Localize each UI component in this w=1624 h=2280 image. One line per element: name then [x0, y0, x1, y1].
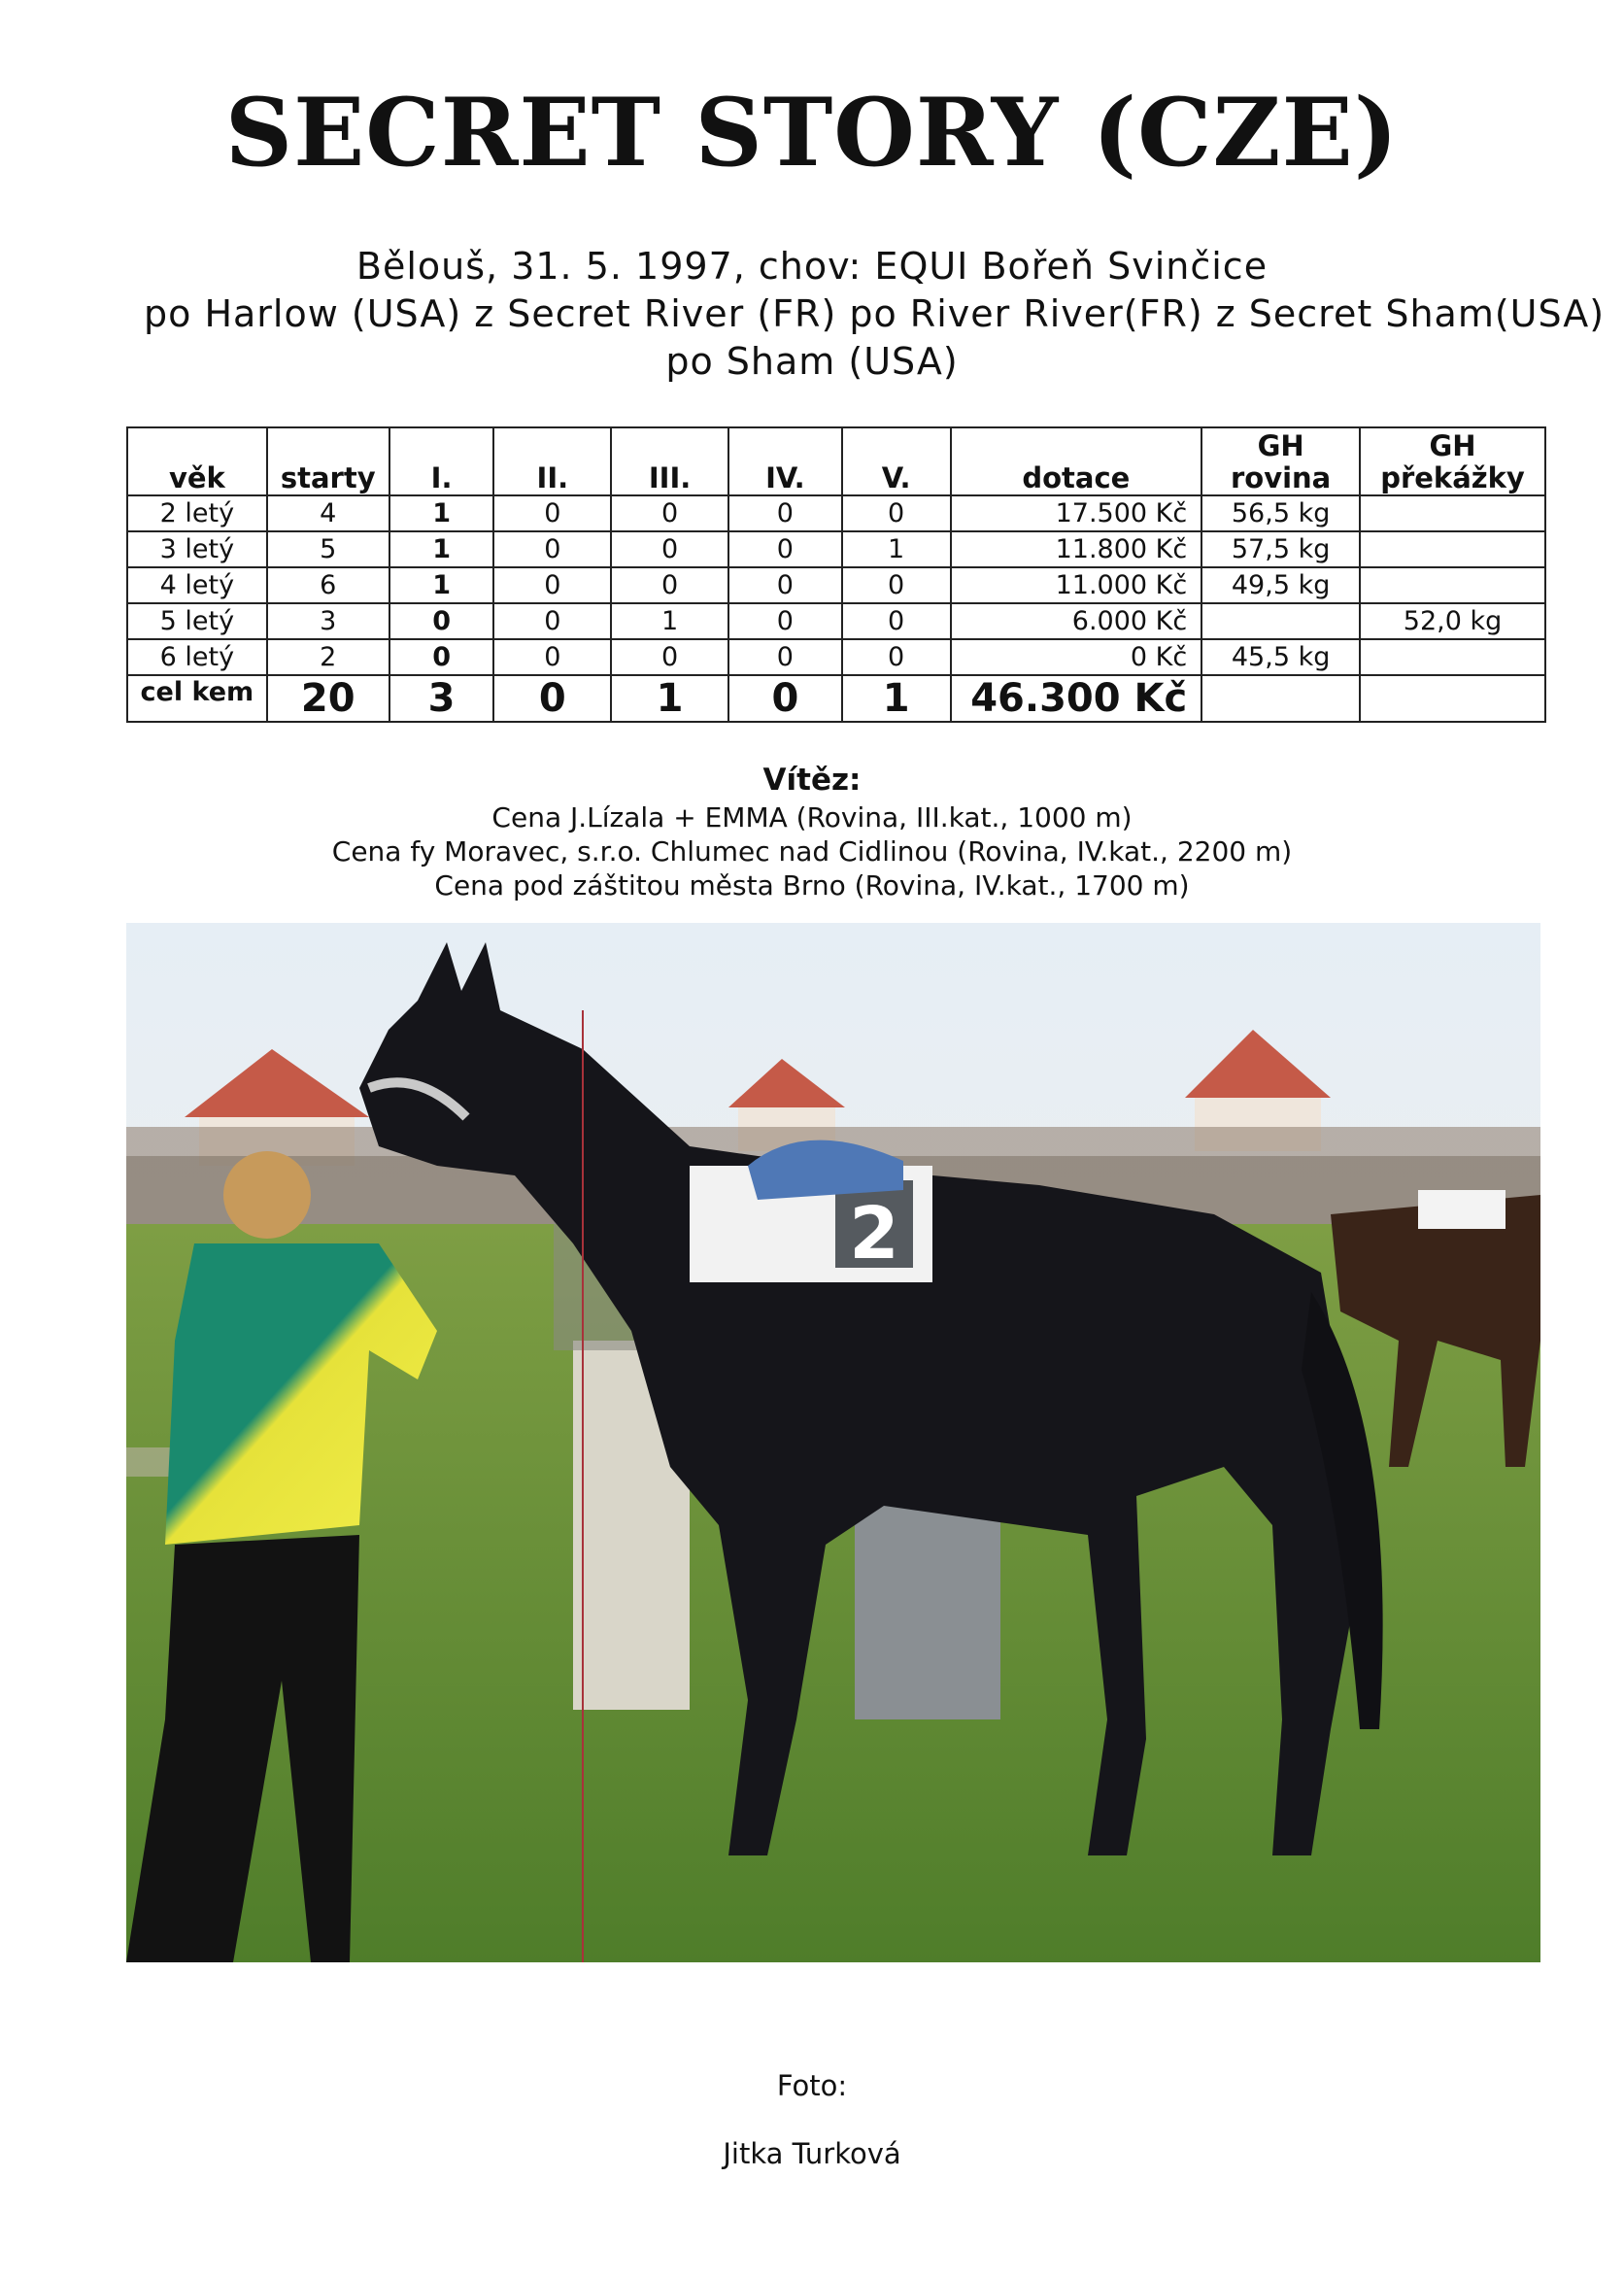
race-record-table — [126, 426, 1546, 723]
cell-prize: 11.800 Kč — [951, 531, 1202, 567]
cell-second: 0 — [493, 531, 611, 567]
col-header-starts: starty — [267, 427, 389, 495]
cell-gh-jump — [1360, 567, 1545, 603]
cell-total-starts: 20 — [267, 675, 389, 722]
cell-third: 0 — [611, 567, 728, 603]
cell-gh-flat — [1201, 603, 1360, 639]
cell-starts: 6 — [267, 567, 389, 603]
cell-gh-jump: 52,0 kg — [1360, 603, 1545, 639]
cell-gh-flat: 56,5 kg — [1201, 495, 1360, 531]
cell-fourth: 0 — [728, 603, 842, 639]
cell-total-label: cel kem — [127, 675, 267, 722]
winner-race: Cena pod záštitou města Brno (Rovina, IV.kat., 1700 m) — [434, 869, 1190, 902]
table-row — [127, 495, 1545, 531]
pedigree-line-2: po Sham (USA) — [665, 340, 959, 383]
cell-fourth: 0 — [728, 495, 842, 531]
page-title: SECRET STORY (CZE) — [224, 78, 1400, 187]
cell-third: 0 — [611, 495, 728, 531]
cell-gh-jump — [1360, 639, 1545, 675]
saddle-number: 2 — [849, 1192, 899, 1276]
cell-prize: 0 Kč — [951, 639, 1202, 675]
cell-fifth: 0 — [842, 639, 951, 675]
col-header-fourth: IV. — [728, 427, 842, 495]
cell-first: 1 — [389, 495, 494, 531]
cell-fourth: 0 — [728, 531, 842, 567]
cell-second: 0 — [493, 495, 611, 531]
col-header-third: III. — [611, 427, 728, 495]
table-row — [127, 639, 1545, 675]
cell-total-third: 1 — [611, 675, 728, 722]
cell-second: 0 — [493, 639, 611, 675]
col-header-age: věk — [127, 427, 267, 495]
cell-gh-flat: 45,5 kg — [1201, 639, 1360, 675]
cell-second: 0 — [493, 567, 611, 603]
cell-second: 0 — [493, 603, 611, 639]
table-header-row — [127, 427, 1545, 495]
cell-first: 0 — [389, 603, 494, 639]
cell-third: 0 — [611, 639, 728, 675]
cell-prize: 17.500 Kč — [951, 495, 1202, 531]
cell-age: 6 letý — [127, 639, 267, 675]
cell-third: 1 — [611, 603, 728, 639]
handler-head — [223, 1151, 311, 1239]
cell-starts: 3 — [267, 603, 389, 639]
table-row — [127, 567, 1545, 603]
cell-total-prize: 46.300 Kč — [951, 675, 1202, 722]
cell-total-first: 3 — [389, 675, 494, 722]
cell-fourth: 0 — [728, 567, 842, 603]
horse-photo — [126, 923, 1540, 1962]
gh-label: GH — [1257, 429, 1304, 462]
cell-age: 3 letý — [127, 531, 267, 567]
cell-total-gh-jump — [1360, 675, 1545, 722]
col-header-gh-jump — [1360, 427, 1545, 495]
horse-description: Bělouš, 31. 5. 1997, chov: EQUI Bořeň Svinčice — [355, 245, 1269, 288]
cell-starts: 2 — [267, 639, 389, 675]
gh-label: GH — [1429, 429, 1476, 462]
cell-fifth: 0 — [842, 603, 951, 639]
cell-fifth: 1 — [842, 531, 951, 567]
cell-total-gh-flat — [1201, 675, 1360, 722]
gh-jump-label: překážky — [1380, 461, 1525, 494]
cell-gh-flat: 49,5 kg — [1201, 567, 1360, 603]
cell-total-fifth: 1 — [842, 675, 951, 722]
cell-gh-flat: 57,5 kg — [1201, 531, 1360, 567]
cell-fifth: 0 — [842, 495, 951, 531]
col-header-first: I. — [389, 427, 494, 495]
cell-total-second: 0 — [493, 675, 611, 722]
photo-credit-label: Foto: — [776, 2069, 848, 2102]
cell-prize: 6.000 Kč — [951, 603, 1202, 639]
cell-age: 4 letý — [127, 567, 267, 603]
cell-age: 5 letý — [127, 603, 267, 639]
gh-flat-label: rovina — [1230, 461, 1332, 494]
table-row — [127, 603, 1545, 639]
cell-first: 1 — [389, 531, 494, 567]
cell-third: 0 — [611, 531, 728, 567]
col-header-prize: dotace — [951, 427, 1202, 495]
cell-prize: 11.000 Kč — [951, 567, 1202, 603]
col-header-second: II. — [493, 427, 611, 495]
cell-first: 1 — [389, 567, 494, 603]
cell-starts: 5 — [267, 531, 389, 567]
cell-fourth: 0 — [728, 639, 842, 675]
cell-first: 0 — [389, 639, 494, 675]
cell-fifth: 0 — [842, 567, 951, 603]
cell-age: 2 letý — [127, 495, 267, 531]
photographer-name: Jitka Turková — [723, 2137, 901, 2170]
winner-race: Cena J.Lízala + EMMA (Rovina, III.kat., 1000 m) — [491, 801, 1133, 834]
table-row — [127, 531, 1545, 567]
winner-heading: Vítěz: — [762, 763, 862, 798]
table-total-row — [127, 675, 1545, 722]
col-header-gh-flat — [1201, 427, 1360, 495]
cell-starts: 4 — [267, 495, 389, 531]
cell-total-fourth: 0 — [728, 675, 842, 722]
cell-gh-jump — [1360, 495, 1545, 531]
pedigree-line: po Harlow (USA) z Secret River (FR) po River River(FR) z Secret Sham(USA) — [144, 292, 1606, 335]
cell-gh-jump — [1360, 531, 1545, 567]
winner-race: Cena fy Moravec, s.r.o. Chlumec nad Cidlinou (Rovina, IV.kat., 2200 m) — [331, 835, 1293, 868]
col-header-fifth: V. — [842, 427, 951, 495]
